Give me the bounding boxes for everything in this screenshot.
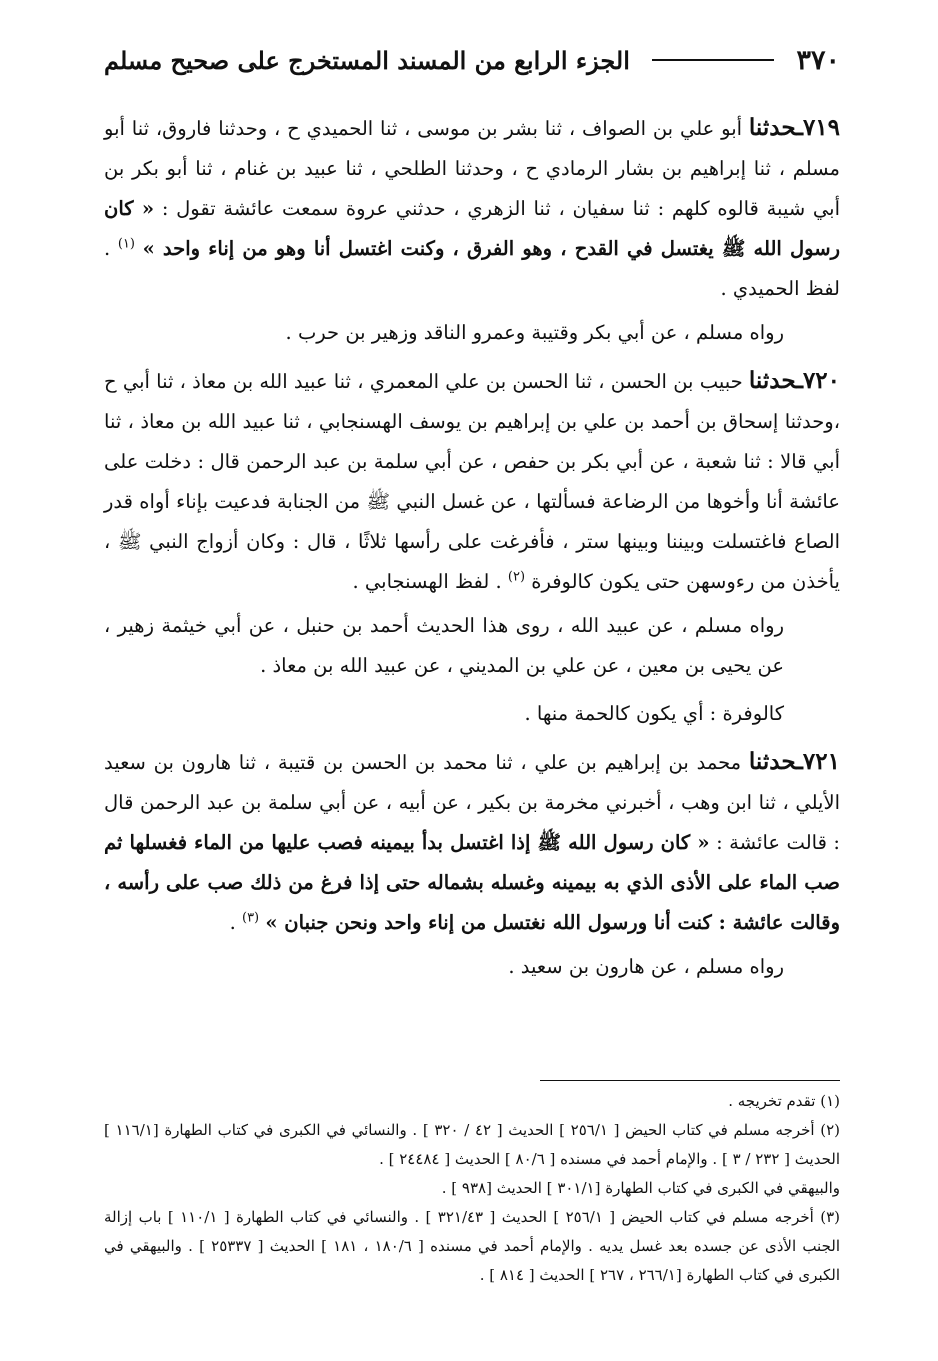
riwaya-719: رواه مسلم ، عن أبي بكر وقتيبة وعمرو الناقد وزهير بن حرب . [285,321,784,344]
riwaya-720: رواه مسلم ، عن عبيد الله ، روى هذا الحديث أحمد بن حنبل ، عن أبي خيثمة زهير ، عن يحيى بن معين ، عن علي بن المديني ، عن عبيد الله بن معاذ . [104,614,784,677]
haddathana-word: حدثنا [748,748,797,775]
main-text [104,108,840,995]
footnote-1: (١) تقدم تخريجه . [728,1092,840,1110]
hadith-isnad: أبو علي بن الصواف ، ثنا بشر بن موسى ، ثنا الحميدي ح ، وحدثنا فاروق، ثنا أبو مسلم ، ثنا إبراهيم بن بشار الرمادي ح ، وحدثنا الطلحي ، ثنا عبيد بن غنام ، ثنا أبو بكر بن أبي شيبة قالوه كلهم : ثنا سفيان ، ثنا الزهري ، حدثني عروة سمعت عائشة تقول : [104,117,841,220]
hadith-matn: « كان رسول الله ﷺ إذا اغتسل بدأ بيمينه فصب عليها من الماء فغسلها ثم صب الماء على الأذى الذي به بيمينه وغسله بشماله حتى إذا فرغ من ذلك صب على رأسه ، وقالت عائشة : كنت أنا ورسول الله نغتسل من إناء واحد ونحن جنبان » [104,831,840,934]
hadith-isnad: محمد بن إبراهيم بن علي ، ثنا محمد بن الحسن بن قتيبة ، ثنا هارون بن سعيد الأيلي ، ثنا ابن وهب ، أخبرني مخرمة بن بكير ، عن أبيه ، عن أبي سلمة بن عبد الرحمن قال : قالت عائشة : [104,751,840,854]
riwaya-721: رواه مسلم ، عن هارون بن سعيد . [508,955,784,978]
footnote-ref: (٣) [241,910,260,926]
header-rule [652,59,775,61]
page-number: ٣٧٠ [796,44,840,76]
hadith-number: ٧٢٠ـ [796,367,840,394]
footnote-2-continued: والبيهقي في الكبرى في كتاب الطهارة [٣٠١/١ ] الحديث [٩٣٨ ] . [441,1179,840,1197]
haddathana-word: حدثنا [748,114,797,141]
hadith-text: حبيب بن الحسن ، ثنا الحسن بن علي المعمري ، ثنا عبيد الله بن معاذ ، ثنا أبي ح ،وحدثنا إسحاق بن أحمد بن علي بن إبراهيم بن يوسف الهسنجابي ، ثنا عبيد الله بن معاذ ، ثنا أبي قالا : ثنا شعبة ، عن أبي بكر بن حفص ، عن أبي سلمة بن عبد الرحمن قال : دخلت على عائشة أنا وأخوها من الرضاعة فسألتها ، عن غسل النبي ﷺ من الجنابة فدعيت بإناء أواه قدر الصاع فاغتسلت وبيننا وبينها ستر ، فأفرغت على رأسها ثلاثًا ، قال : وكان أزواج النبي ﷺ ، يأخذن من رءوسهن حتى يكون كالوفرة [104,370,840,593]
haddathana-word: حدثنا [748,367,797,394]
page-header [104,38,840,82]
footnotes [104,1080,840,1290]
hadith-matn: « كان رسول الله ﷺ يغتسل في القدح ، وهو الفرق ، وكنت اغتسل أنا وهو من إناء واحد » [104,197,841,260]
hadith-tail: . لفظ الهسنجابي . [352,570,502,593]
hadith-719 [104,108,840,309]
gloss-720: كالوفرة : أي يكون كالحمة منها . [524,702,784,725]
footnote-ref: (٢) [507,569,526,585]
footnote-ref: (١) [117,236,135,252]
hadith-tail: . لفظ الحميدي . [104,237,840,300]
hadith-721 [104,742,840,943]
footnote-2: (٢) أخرجه مسلم في كتاب الحيض [ ٢٥٦/١ ] الحديث [ ٤٢ / ٣٢٠ ] . والنسائي في الكبرى في كتاب الطهارة [١١٦/١ ] الحديث [ ٢٣٢ / ٣ ] . والإمام أحمد في مسنده [ ٨٠/٦ ] الحديث [ ٢٤٤٨٤ ] . [104,1121,841,1168]
hadith-tail: . [229,911,236,934]
footnote-3: (٣) أخرجه مسلم في كتاب الحيض [ ٢٥٦/١ ] الحديث [ ٣٢١/٤٣ ] . والنسائي في كتاب الطهارة [ ١١٠/١ ] باب إزالة الجنب الأذى عن جسده بعد غسل يديه . والإمام أحمد في مسنده [ ١٨٠/٦ ، ١٨١ ] الحديث [ ٢٥٣٣٧ ] . والبيهقي في الكبرى في كتاب الطهارة [٢٦٦/١ ، ٢٦٧ ] الحديث [ ٨١٤ ] . [104,1208,840,1284]
hadith-number: ٧٢١ـ [796,748,840,775]
hadith-number: ٧١٩ـ [796,114,841,141]
footnote-rule [540,1080,840,1081]
running-title: الجزء الرابع من المسند المستخرج على صحيح مسلم [104,45,630,75]
hadith-720 [104,361,840,602]
